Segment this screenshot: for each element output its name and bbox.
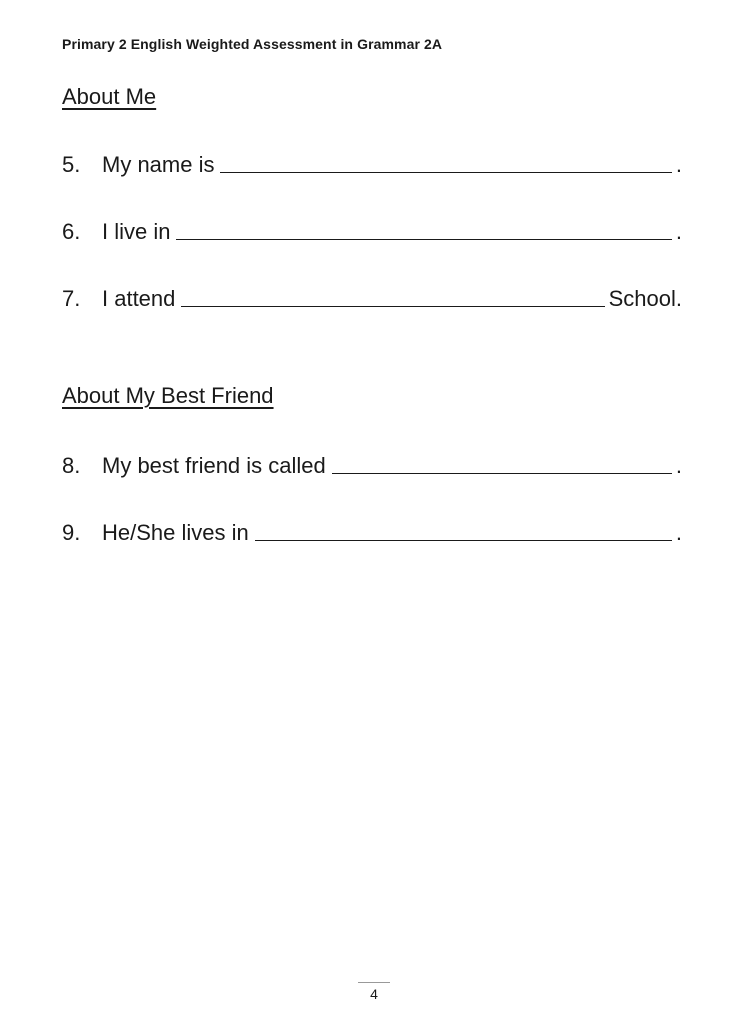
question-6 <box>62 213 682 245</box>
question-7 <box>62 280 682 312</box>
question-prompt: I live in <box>102 219 171 244</box>
question-suffix: . <box>675 520 682 545</box>
answer-blank-8[interactable] <box>332 472 672 474</box>
question-prompt: My name is <box>102 152 215 177</box>
question-prompt: He/She lives in <box>102 520 249 545</box>
question-number: 5. <box>62 152 81 177</box>
answer-blank-6[interactable] <box>176 238 671 240</box>
answer-blank-7[interactable] <box>181 305 604 307</box>
question-8 <box>62 447 682 479</box>
question-suffix: . <box>675 453 682 478</box>
question-suffix: School. <box>608 286 682 311</box>
question-9 <box>62 514 682 546</box>
question-suffix: . <box>675 152 682 177</box>
page-number: 4 <box>370 986 378 1002</box>
section-heading-about-my-best-friend: About My Best Friend <box>62 383 274 408</box>
question-prompt: I attend <box>102 286 176 311</box>
question-number: 9. <box>62 520 81 545</box>
footer-divider <box>358 982 390 983</box>
question-number: 6. <box>62 219 81 244</box>
answer-blank-9[interactable] <box>255 539 672 541</box>
section-heading-about-me: About Me <box>62 84 157 109</box>
answer-blank-5[interactable] <box>220 171 671 173</box>
question-number: 7. <box>62 286 81 311</box>
question-prompt: My best friend is called <box>102 453 326 478</box>
question-suffix: . <box>675 219 682 244</box>
page-header-title: Primary 2 English Weighted Assessment in Grammar 2A <box>62 36 443 52</box>
question-number: 8. <box>62 453 81 478</box>
question-5 <box>62 146 682 178</box>
